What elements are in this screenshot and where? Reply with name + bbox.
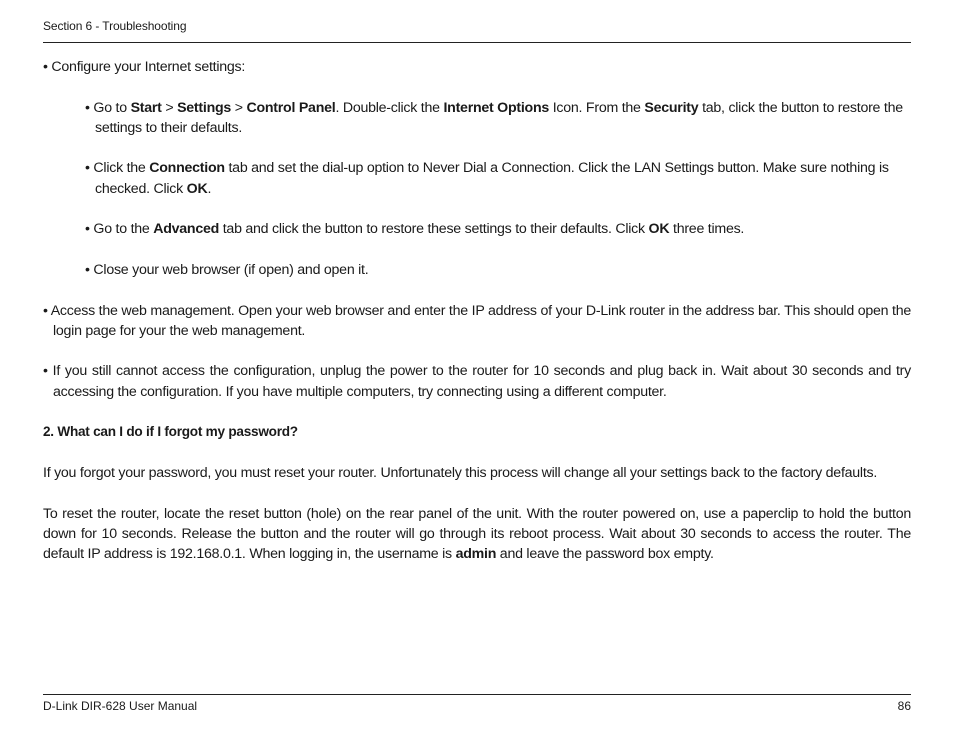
header-divider: [43, 42, 911, 43]
paragraph-reset: [43, 504, 911, 565]
paragraph-forgot: If you forgot your password, you must reset your router. Unfortunately this process will change all your settings back to the factory defaults.: [43, 464, 878, 481]
section-header: Section 6 - Troubleshooting: [43, 19, 187, 33]
sub-bullet-advanced: • Go to the Advanced tab and click the button to restore these settings to their defaults. Click OK three times.: [85, 221, 745, 238]
text: If you still cannot access the configuration, unplug the power to the router for 10 seconds and plug back in. Wait about 30 seconds and try accessing the configuration. If you have multiple computers, try connecting using a different computer.: [52, 363, 911, 400]
text: tab, click the button to restore the settings to their defaults.: [95, 99, 903, 136]
text: three times.: [669, 221, 745, 238]
bullet-still: • If you still cannot access the configuration, unplug the power to the router for 10 seconds and plug back in. Wait about 30 seconds and try accessing the configuration. If you have multiple computers, try connecting using a different computer.: [43, 363, 911, 400]
text: To reset the router, locate the reset button (hole) on the rear panel of the unit. With the router powered on, use a paperclip to hold the button down for 10 seconds. Release the button and the router will go through its reboot process. Wait about 30 seconds to access the router. The default IP address is 192.168.0.1. When logging in, the username is: [43, 505, 911, 563]
bold-settings: Settings: [177, 99, 232, 116]
page-number: 86: [897, 699, 911, 713]
bold-control-panel: Control Panel: [246, 99, 336, 116]
text: tab and click the button to restore these settings to their defaults. Click: [219, 221, 649, 238]
question-heading: 2. What can I do if I forgot my password?: [43, 424, 298, 440]
bullet-configure: • Configure your Internet settings:: [43, 59, 246, 75]
bold-connection: Connection: [149, 160, 225, 177]
bullet-configure-text: Configure your Internet settings:: [51, 59, 246, 75]
bold-start: Start: [130, 99, 162, 116]
text: tab and set the dial-up option to Never Dial a Connection. Click the LAN Settings button. Make sure nothing is checked. Click: [95, 160, 889, 197]
sub-bullet-internet-options: • Go to Start > Settings > Control Panel. Double-click the Internet Options Icon. From the Security tab, click the button to restore the settings to their defaults.: [85, 99, 903, 136]
bold-ok: OK: [648, 221, 670, 238]
bullet-access: • Access the web management. Open your web browser and enter the IP address of your D-Link router in the address bar. This should open the login page for your the web management.: [43, 302, 911, 339]
text: .: [207, 180, 212, 197]
text: Go to: [93, 99, 131, 116]
sub-bullet-connection: • Click the Connection tab and set the dial-up option to Never Dial a Connection. Click the LAN Settings button. Make sure nothing is checked. Click OK.: [85, 160, 889, 197]
footer-divider: [43, 694, 911, 695]
text: . Double-click the: [335, 99, 444, 116]
text: Click the: [93, 160, 150, 177]
footer-manual-title: D-Link DIR-628 User Manual: [43, 699, 198, 713]
text: Close your web browser (if open) and open it.: [93, 261, 369, 278]
bold-ok: OK: [186, 180, 208, 197]
page-body: [43, 57, 911, 564]
bold-admin: admin: [455, 546, 497, 563]
text: Go to the: [93, 221, 154, 238]
text: Icon. From the: [549, 99, 645, 116]
bold-advanced: Advanced: [153, 221, 220, 238]
bold-security: Security: [644, 99, 699, 116]
sub-bullet-close-browser: • Close your web browser (if open) and open it.: [85, 261, 369, 278]
text: and leave the password box empty.: [496, 546, 714, 563]
bold-internet-options: Internet Options: [443, 99, 550, 116]
text: >: [231, 99, 247, 116]
text: >: [161, 99, 178, 116]
text: Access the web management. Open your web browser and enter the IP address of your D-Link router in the address bar. This should open the login page for your the web management.: [50, 302, 911, 339]
